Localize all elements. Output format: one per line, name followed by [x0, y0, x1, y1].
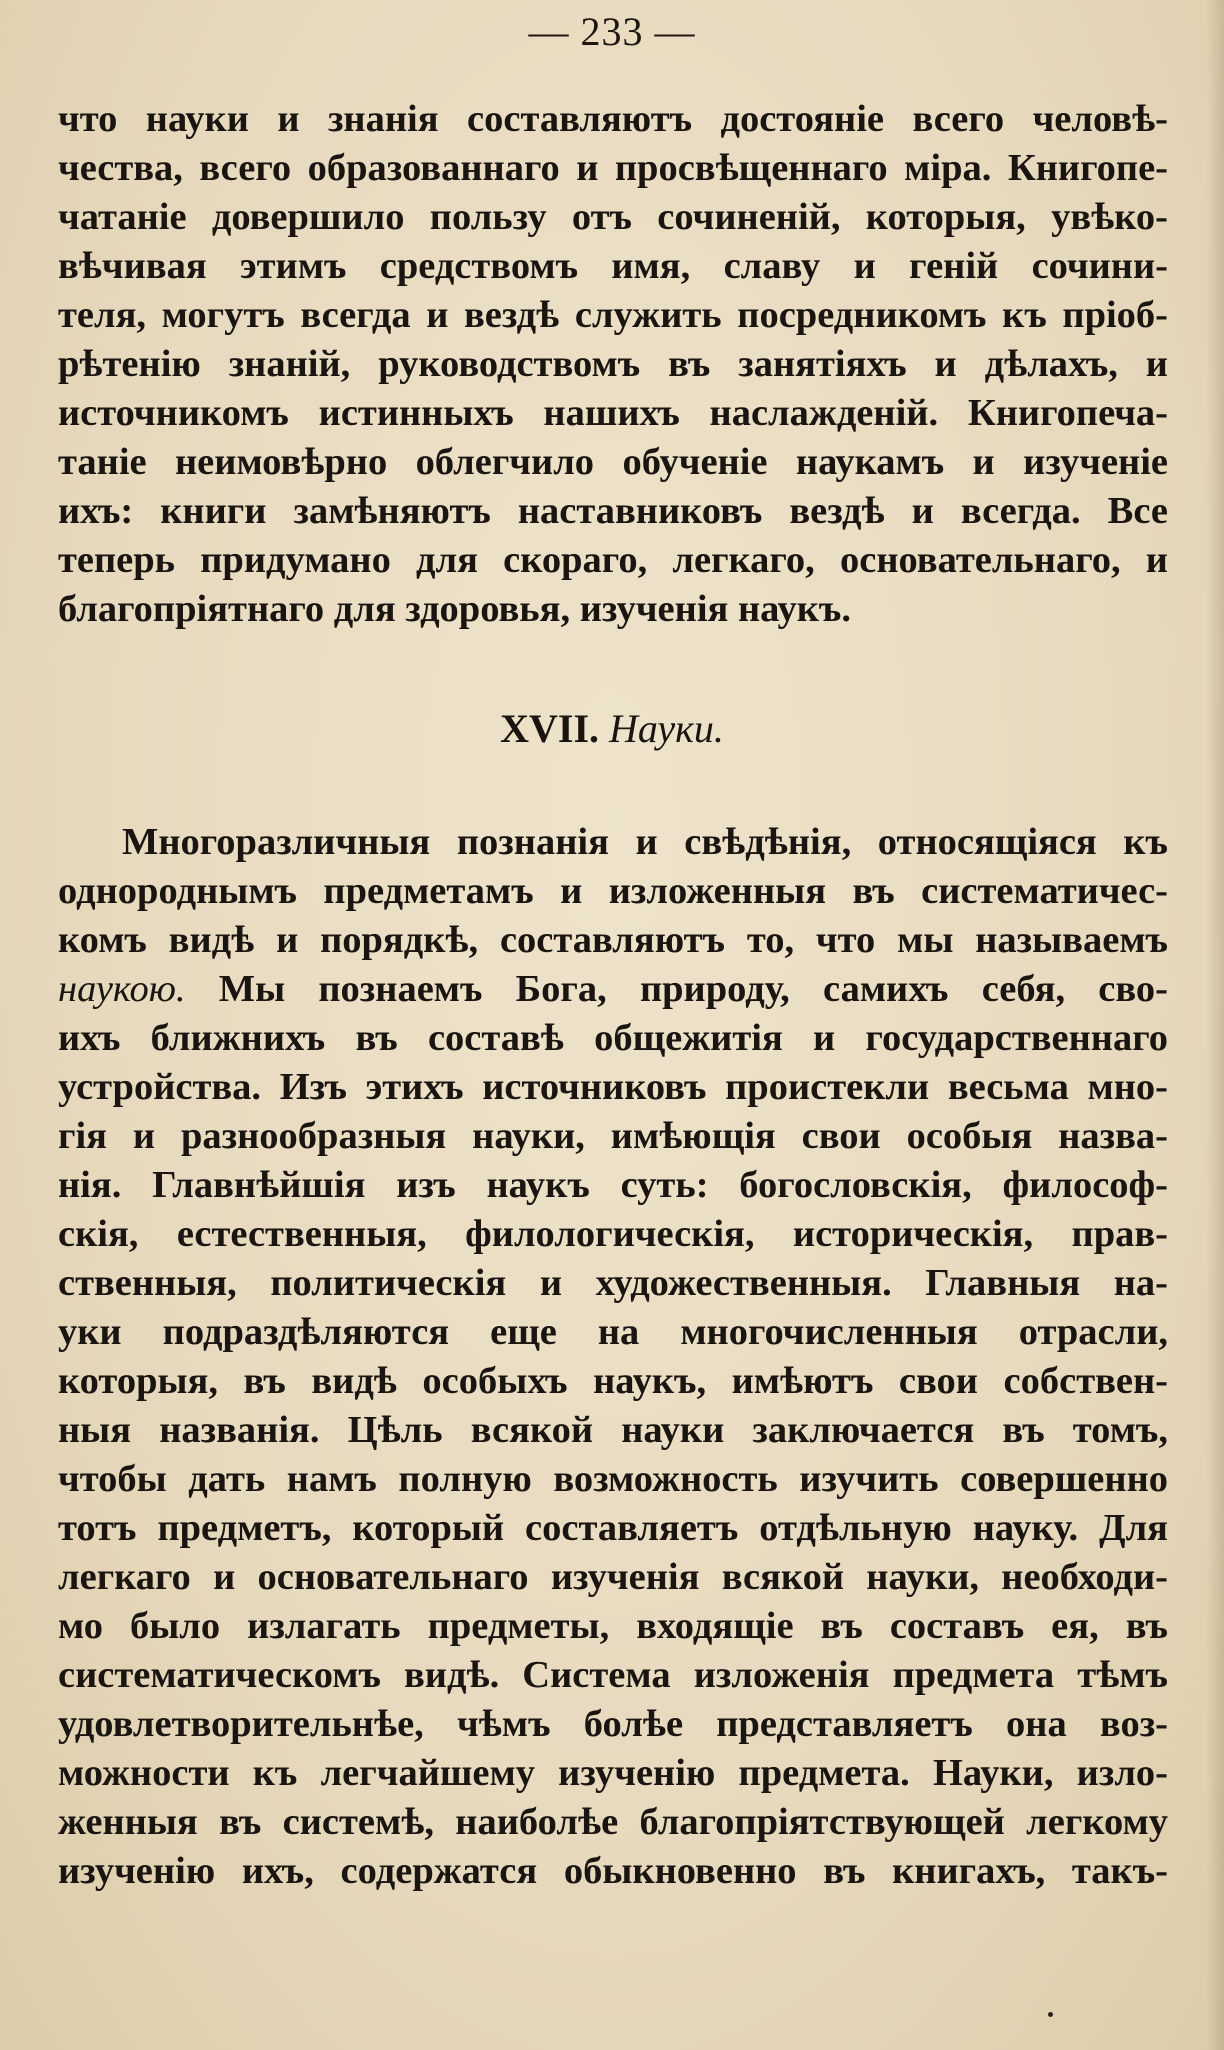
ink-speck: [1048, 2012, 1053, 2017]
text-line: скія, естественныя, филологическія, историческія, прав-: [58, 1213, 1168, 1255]
text-line: наукою. Мы познаемъ Бога, природу, самихъ себя, сво-: [58, 968, 1168, 1010]
text-line: устройства. Изъ этихъ источниковъ проистекли весьма мно-: [58, 1066, 1168, 1108]
text-line: можности къ легчайшему изученію предмета. Науки, изло-: [58, 1752, 1168, 1794]
text-line: таніе неимовѣрно облегчило обученіе наукамъ и изученіе: [58, 441, 1168, 483]
text-line: ихъ ближнихъ въ составѣ общежитія и государственнаго: [58, 1017, 1168, 1059]
paragraph-sciences: [58, 818, 1168, 1896]
text-line: чества, всего образованнаго и просвѣщеннаго міра. Книгопе-: [58, 147, 1168, 189]
text-line: вѣчивая этимъ средствомъ имя, славу и геній сочини-: [58, 245, 1168, 287]
text-line: гія и разнообразныя науки, имѣющія свои особыя назва-: [58, 1115, 1168, 1157]
text-line: систематическомъ видѣ. Система изложенія предмета тѣмъ: [58, 1654, 1168, 1696]
text-line: ныя названія. Цѣль всякой науки заключается въ томъ,: [58, 1409, 1168, 1451]
text-line: комъ видѣ и порядкѣ, составляютъ то, что мы называемъ: [58, 919, 1168, 961]
text-line: что науки и знанія составляютъ достояніе всего человѣ-: [58, 98, 1168, 140]
text-line: тотъ предметъ, который составляетъ отдѣльную науку. Для: [58, 1507, 1168, 1549]
text-line: нія. Главнѣйшія изъ наукъ суть: богословскія, философ-: [58, 1164, 1168, 1206]
text-line: теля, могутъ всегда и вездѣ служить посредникомъ къ пріоб-: [58, 294, 1168, 336]
page-edge-shadow: [1206, 0, 1224, 2050]
section-heading: [0, 705, 1224, 752]
paragraph-continued: [58, 95, 1168, 634]
page-number: — 233 —: [528, 9, 696, 54]
text-line: Многоразличныя познанія и свѣдѣнія, относящіяся къ: [122, 821, 1168, 863]
text-line: источникомъ истинныхъ нашихъ наслажденій. Книгопеча-: [58, 392, 1168, 434]
text-line: удовлетворительнѣе, чѣмъ болѣе представляетъ она воз-: [58, 1703, 1168, 1745]
emphasis-word: наукою.: [58, 968, 186, 1010]
text-line: женныя въ системѣ, наиболѣе благопріятствующей легкому: [58, 1801, 1168, 1843]
text-line: уки подраздѣляются еще на многочисленныя отрасли,: [58, 1311, 1168, 1353]
text-line: рѣтенію знаній, руководствомъ въ занятіяхъ и дѣлахъ, и: [58, 343, 1168, 385]
text-line: чатаніе довершило пользу отъ сочиненій, которыя, увѣко-: [58, 196, 1168, 238]
text-line: легкаго и основательнаго изученія всякой науки, необходи-: [58, 1556, 1168, 1598]
text-line: чтобы дать намъ полную возможность изучить совершенно: [58, 1458, 1168, 1500]
section-number: XVII.: [500, 706, 600, 751]
section-title: Науки.: [609, 706, 724, 751]
text-line: изученію ихъ, содержатся обыкновенно въ книгахъ, такъ-: [58, 1850, 1168, 1892]
text-line: ственныя, политическія и художественныя. Главныя на-: [58, 1262, 1168, 1304]
text-line: которыя, въ видѣ особыхъ наукъ, имѣютъ свои собствен-: [58, 1360, 1168, 1402]
text-line: теперь придумано для скораго, легкаго, основательнаго, и: [58, 539, 1168, 581]
text-line: ихъ: книги замѣняютъ наставниковъ вездѣ и всегда. Все: [58, 490, 1168, 532]
text-line: мо было излагать предметы, входящіе въ составъ ея, въ: [58, 1605, 1168, 1647]
text-line: благопріятнаго для здоровья, изученія наукъ.: [58, 588, 851, 630]
text-line: однороднымъ предметамъ и изложенныя въ систематичес-: [58, 870, 1168, 912]
